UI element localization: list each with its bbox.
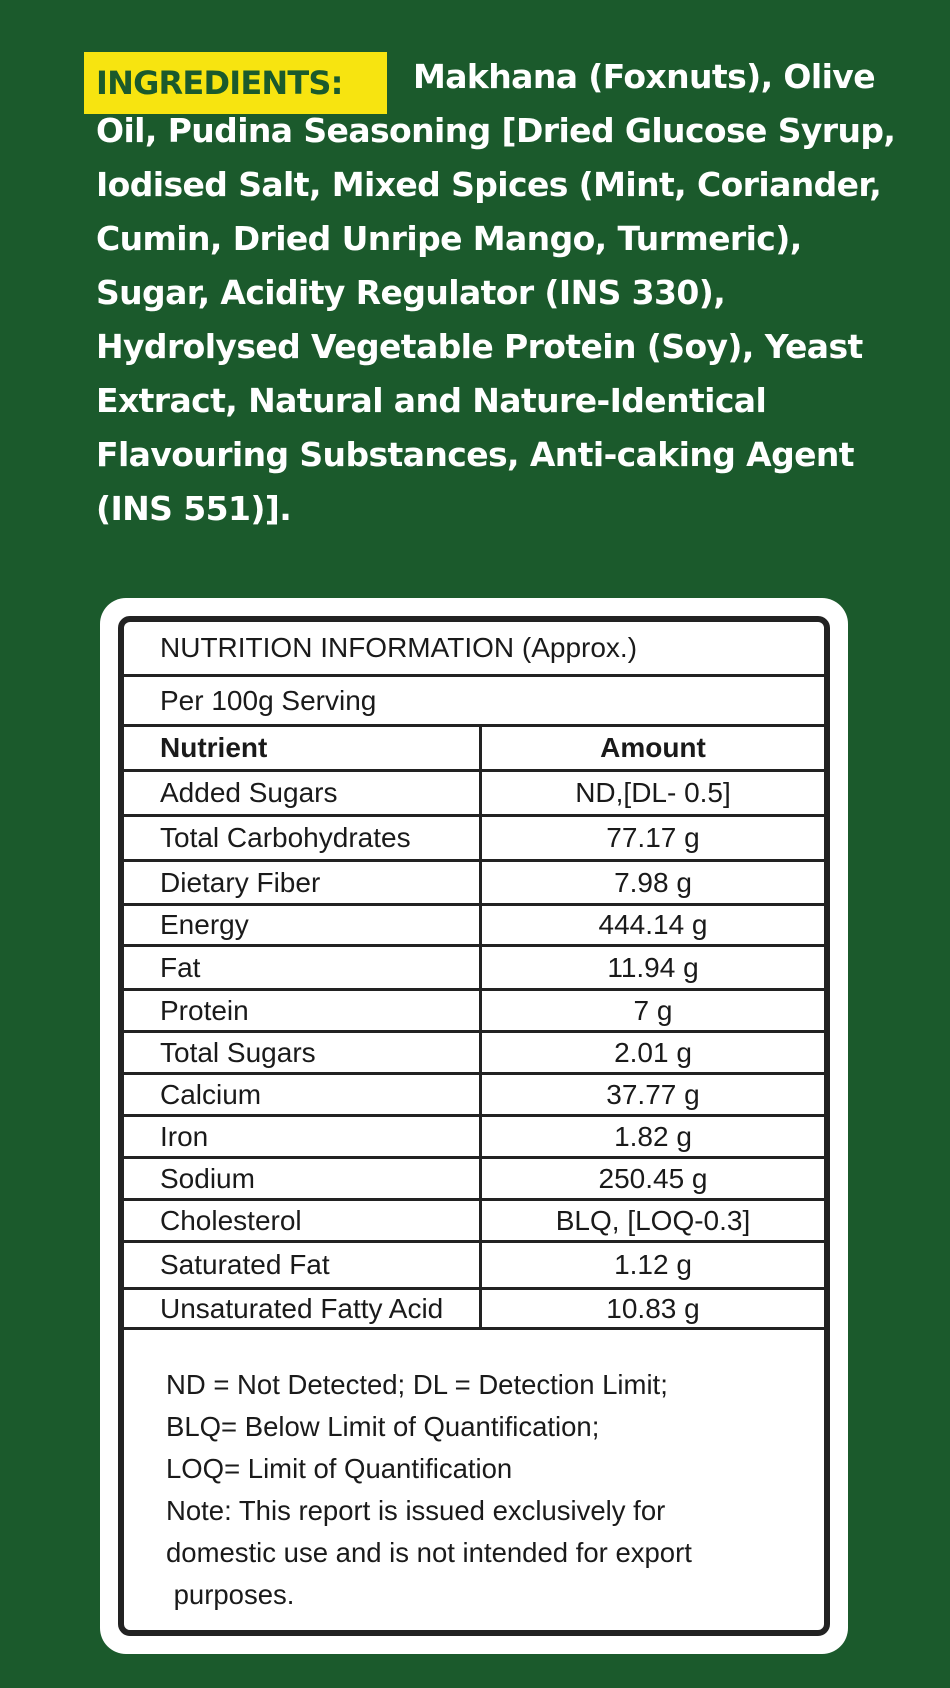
nutrient-amount: 2.01 g [614,1036,692,1068]
ingredients-line: Iodised Salt, Mixed Spices (Mint, Coriander, [96,165,882,204]
table-row [124,1159,824,1201]
nutrient-name: Total Carbohydrates [124,817,482,859]
nutrient-name: Fat [124,947,482,988]
table-row [124,991,824,1033]
nutrition-notes [166,1364,806,1616]
table-row [124,947,824,991]
nutrient-amount: 1.12 g [614,1249,692,1280]
nutrient-name: Total Sugars [124,1033,482,1072]
table-header-row [124,727,824,772]
table-row [124,1075,824,1117]
nutrient-name: Unsaturated Fatty Acid [124,1290,482,1327]
ingredients-line: Flavouring Substances, Anti-caking Agent [96,435,854,474]
nutrient-name: Protein [124,991,482,1030]
nutrient-name: Energy [124,906,482,944]
table-row [124,817,824,862]
ingredients-text [96,50,896,536]
nutrient-name: Sodium [124,1159,482,1198]
amount-header: Amount [600,732,706,763]
nutrition-title-row [124,622,824,677]
nutrition-card [100,598,848,1654]
nutrient-amount: 10.83 g [606,1292,700,1324]
nutrient-name: Saturated Fat [124,1243,482,1287]
nutrition-title: NUTRITION INFORMATION (Approx.) [160,632,638,663]
nutrient-amount: 250.45 g [598,1162,708,1194]
table-row [124,1243,824,1290]
nutrient-amount: 37.77 g [606,1078,700,1110]
note-line: domestic use and is not intended for export [166,1537,692,1568]
table-row [124,1290,824,1330]
ingredients-line: Oil, Pudina Seasoning [Dried Glucose Syrup, [96,111,896,150]
table-row [124,1201,824,1243]
note-line: LOQ= Limit of Quantification [166,1453,513,1484]
note-line: ND = Not Detected; DL = Detection Limit; [166,1369,668,1400]
serving-size: Per 100g Serving [160,684,377,716]
nutrient-amount: 444.14 g [598,909,708,940]
table-row [124,862,824,906]
note-line: BLQ= Below Limit of Quantification; [166,1411,600,1442]
nutrient-name: Cholesterol [124,1201,482,1240]
ingredients-line: Extract, Natural and Nature-Identical [96,381,767,420]
nutrient-amount: ND,[DL- 0.5] [575,777,731,808]
nutrient-name: Dietary Fiber [124,862,482,903]
nutrient-amount: 77.17 g [606,822,700,853]
table-row [124,1033,824,1075]
table-row [124,906,824,947]
nutrient-amount: 7.98 g [614,866,692,898]
note-line: purposes. [166,1579,295,1610]
note-line: Note: This report is issued exclusively for [166,1495,666,1526]
serving-row [124,677,824,727]
nutrient-amount: BLQ, [LOQ-0.3] [555,1204,751,1236]
ingredients-label: INGREDIENTS: [84,52,387,114]
nutrient-amount: 1.82 g [614,1120,692,1152]
nutrient-amount: 11.94 g [607,951,699,983]
ingredients-line: (INS 551)]. [96,489,292,528]
table-row [124,1117,824,1159]
ingredients-line: Sugar, Acidity Regulator (INS 330), [96,273,726,312]
nutrient-name: Calcium [124,1075,482,1114]
nutrient-name: Added Sugars [124,772,482,814]
nutrient-name: Iron [124,1117,482,1156]
table-row [124,772,824,817]
nutrient-amount: 7 g [633,994,673,1026]
ingredients-line: Makhana (Foxnuts), Olive [413,57,875,96]
ingredients-line: Cumin, Dried Unripe Mango, Turmeric), [96,219,802,258]
ingredients-line: Hydrolysed Vegetable Protein (Soy), Yeast [96,327,863,366]
nutrient-header: Nutrient [124,727,482,769]
nutrition-table [118,616,830,1636]
